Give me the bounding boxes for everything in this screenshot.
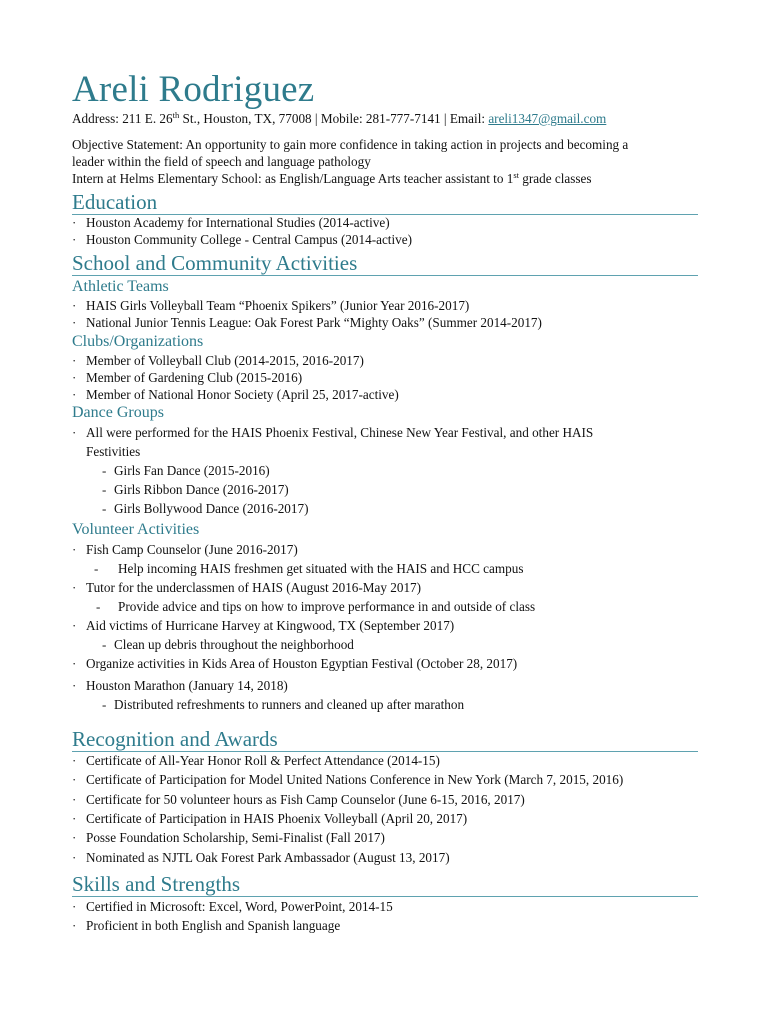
- objective-line-1: Objective Statement: An opportunity to gain more confidence in taking action in projects and becoming a: [72, 137, 629, 152]
- dash-icon: -: [102, 697, 107, 712]
- list-item-text: All were performed for the HAIS Phoenix Festival, Chinese New Year Festival, and other HAIS: [86, 425, 594, 440]
- dance-groups-heading: Dance Groups: [72, 404, 164, 421]
- bullet-icon: ·: [72, 899, 77, 914]
- bullet-icon: ·: [72, 918, 77, 933]
- resume-name: Areli Rodriguez: [72, 69, 315, 110]
- bullet-icon: ·: [72, 370, 77, 385]
- list-item-text: Certificate of Participation in HAIS Phoenix Volleyball (April 20, 2017): [86, 811, 468, 826]
- list-item-text: Houston Community College - Central Campus (2014-active): [86, 232, 412, 247]
- volunteer-heading: Volunteer Activities: [72, 521, 200, 538]
- bullet-icon: ·: [72, 298, 77, 313]
- list-item-text: HAIS Girls Volleyball Team “Phoenix Spikers” (Junior Year 2016-2017): [86, 298, 470, 313]
- bullet-icon: ·: [72, 656, 77, 671]
- bullet-icon: ·: [72, 678, 77, 693]
- address-label: Address:: [72, 111, 119, 126]
- bullet-icon: ·: [72, 215, 77, 230]
- list-item-text: Tutor for the underclassmen of HAIS (August 2016-May 2017): [86, 580, 422, 595]
- intern-line: [72, 171, 591, 187]
- list-item-text: Houston Marathon (January 14, 2018): [86, 678, 288, 693]
- list-item-text: Proficient in both English and Spanish language: [86, 918, 341, 933]
- intern-post: grade classes: [518, 171, 592, 186]
- objective-line-2: leader within the field of speech and language pathology: [72, 154, 371, 169]
- activities-heading: School and Community Activities: [72, 251, 698, 276]
- list-item-text: National Junior Tennis League: Oak Forest Park “Mighty Oaks” (Summer 2014-2017): [86, 315, 542, 330]
- address-pre: 211 E. 26: [122, 111, 173, 126]
- dash-icon: -: [102, 463, 107, 478]
- list-item-text: Houston Academy for International Studies (2014-active): [86, 215, 390, 230]
- sub-list-item-text: Girls Bollywood Dance (2016-2017): [114, 501, 309, 516]
- address-post: St., Houston, TX, 77008 | Mobile: 281-777-7141 | Email:: [179, 111, 489, 126]
- dash-icon: -: [102, 637, 107, 652]
- list-item-text: Certificate of Participation for Model United Nations Conference in New York (March 7, 2015, 2016): [86, 772, 624, 787]
- intern-sup: st: [513, 170, 519, 180]
- list-item-text: Certificate of All-Year Honor Roll & Perfect Attendance (2014-15): [86, 753, 440, 768]
- list-item-text: Certified in Microsoft: Excel, Word, PowerPoint, 2014-15: [86, 899, 393, 914]
- bullet-icon: ·: [72, 315, 77, 330]
- list-item-text: Fish Camp Counselor (June 2016-2017): [86, 542, 298, 557]
- bullet-icon: ·: [72, 753, 77, 768]
- bullet-icon: ·: [72, 792, 77, 807]
- list-item-continuation: Festivities: [86, 444, 141, 459]
- bullet-icon: ·: [72, 811, 77, 826]
- email-link[interactable]: areli1347@gmail.com: [488, 111, 607, 126]
- sub-list-item-text: Help incoming HAIS freshmen get situated with the HAIS and HCC campus: [118, 561, 524, 576]
- bullet-icon: ·: [72, 772, 77, 787]
- sub-list-item-text: Girls Ribbon Dance (2016-2017): [114, 482, 289, 497]
- dash-icon: -: [94, 561, 99, 576]
- athletic-teams-heading: Athletic Teams: [72, 278, 169, 295]
- sub-list-item-text: Clean up debris throughout the neighborhood: [114, 637, 354, 652]
- list-item-text: Member of Volleyball Club (2014-2015, 2016-2017): [86, 353, 364, 368]
- sub-list-item-text: Provide advice and tips on how to improve performance in and outside of class: [118, 599, 536, 614]
- list-item-text: Nominated as NJTL Oak Forest Park Ambassador (August 13, 2017): [86, 850, 450, 865]
- list-item-text: Organize activities in Kids Area of Houston Egyptian Festival (October 28, 2017): [86, 656, 518, 671]
- sub-list-item-text: Girls Fan Dance (2015-2016): [114, 463, 270, 478]
- bullet-icon: ·: [72, 580, 77, 595]
- intern-pre: Intern at Helms Elementary School: as English/Language Arts teacher assistant to 1: [72, 171, 514, 186]
- bullet-icon: ·: [72, 387, 77, 402]
- sub-list-item-text: Distributed refreshments to runners and cleaned up after marathon: [114, 697, 465, 712]
- bullet-icon: ·: [72, 232, 77, 247]
- education-heading: Education: [72, 190, 698, 215]
- bullet-icon: ·: [72, 850, 77, 865]
- address-sup: th: [172, 110, 180, 120]
- bullet-icon: ·: [72, 542, 77, 557]
- awards-heading: Recognition and Awards: [72, 727, 698, 752]
- clubs-heading: Clubs/Organizations: [72, 333, 204, 350]
- bullet-icon: ·: [72, 830, 77, 845]
- list-item-text: Aid victims of Hurricane Harvey at Kingwood, TX (September 2017): [86, 618, 455, 633]
- list-item-text: Certificate for 50 volunteer hours as Fish Camp Counselor (June 6-15, 2016, 2017): [86, 792, 525, 807]
- bullet-icon: ·: [72, 618, 77, 633]
- list-item-text: Member of National Honor Society (April 25, 2017-active): [86, 387, 399, 402]
- dash-icon: -: [102, 501, 107, 516]
- list-item-text: Member of Gardening Club (2015-2016): [86, 370, 303, 385]
- dash-icon: -: [102, 482, 107, 497]
- skills-heading: Skills and Strengths: [72, 872, 698, 897]
- bullet-icon: ·: [72, 425, 77, 440]
- dash-icon: -: [96, 599, 101, 614]
- contact-line: [72, 111, 606, 127]
- bullet-icon: ·: [72, 353, 77, 368]
- list-item-text: Posse Foundation Scholarship, Semi-Finalist (Fall 2017): [86, 830, 385, 845]
